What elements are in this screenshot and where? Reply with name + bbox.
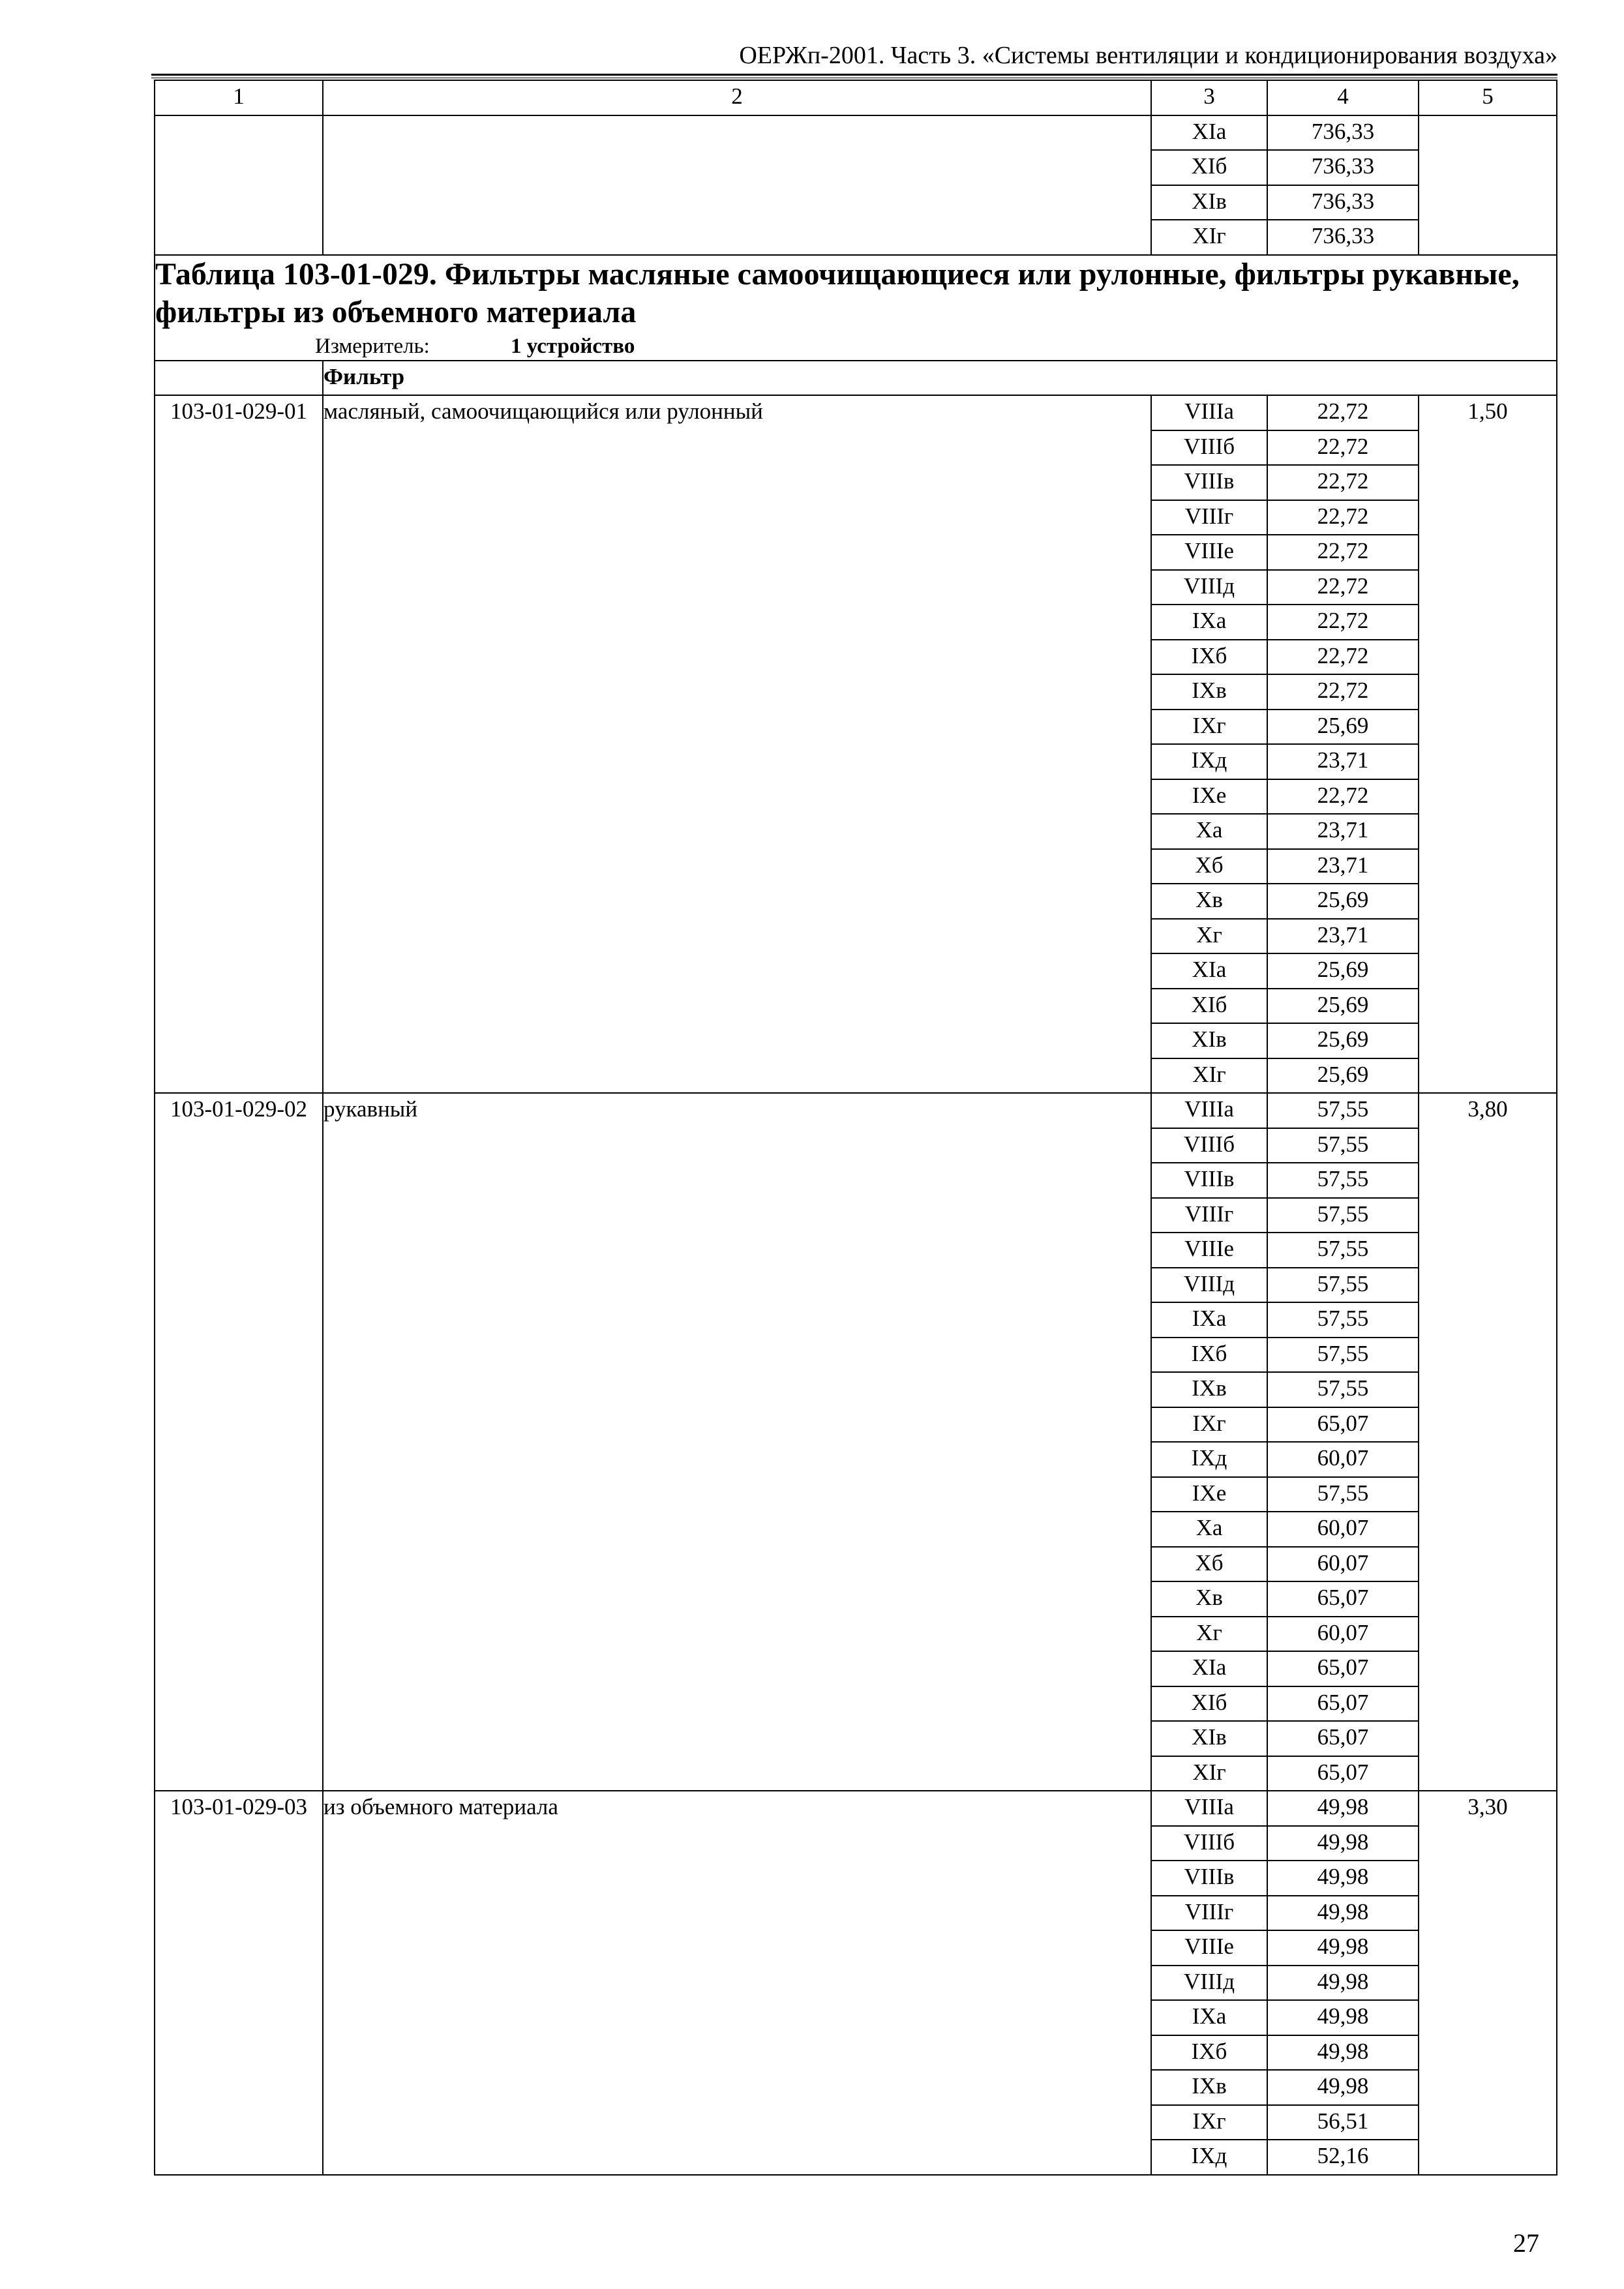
zone-cell: IXд xyxy=(1151,1442,1267,1477)
zone-cell: Xв xyxy=(1151,1581,1267,1617)
zone-cell: VIIIе xyxy=(1151,535,1267,570)
zone-cell: VIIIг xyxy=(1151,1896,1267,1931)
measure-row xyxy=(155,333,1556,360)
zone-cell: Xб xyxy=(1151,1547,1267,1582)
price-cell: 65,07 xyxy=(1267,1686,1419,1722)
table-title-row xyxy=(155,255,1557,361)
price-cell: 22,72 xyxy=(1267,674,1419,710)
price-cell: 60,07 xyxy=(1267,1512,1419,1547)
price-cell: 57,55 xyxy=(1267,1338,1419,1373)
carryover-code-cell xyxy=(155,115,323,255)
price-cell: 65,07 xyxy=(1267,1721,1419,1756)
price-cell: 57,55 xyxy=(1267,1128,1419,1163)
column-number: 1 xyxy=(155,80,323,115)
item-name: из объемного материала xyxy=(323,1791,1151,2175)
price-cell: 22,72 xyxy=(1267,605,1419,640)
price-cell: 57,55 xyxy=(1267,1093,1419,1128)
price-cell: 25,69 xyxy=(1267,989,1419,1024)
price-table-body xyxy=(155,80,1557,2175)
price-cell: 22,72 xyxy=(1267,395,1419,430)
zone-cell: IXб xyxy=(1151,640,1267,675)
page-number: 27 xyxy=(1513,2228,1539,2258)
zone-cell: VIIIд xyxy=(1151,1268,1267,1303)
column-number: 5 xyxy=(1419,80,1557,115)
price-cell: 56,51 xyxy=(1267,2105,1419,2140)
zone-cell: IXа xyxy=(1151,605,1267,640)
table-title: Таблица 103-01-029. Фильтры масляные самоочищающиеся или рулонные, фильтры рукавные, фильтры из объемного материала xyxy=(155,256,1520,329)
price-cell: 60,07 xyxy=(1267,1617,1419,1652)
price-cell: 22,72 xyxy=(1267,535,1419,570)
price-cell: 65,07 xyxy=(1267,1581,1419,1617)
zone-cell: VIIIг xyxy=(1151,1198,1267,1233)
item-name: масляный, самоочищающийся или рулонный xyxy=(323,395,1151,1093)
zone-cell: VIIIб xyxy=(1151,1826,1267,1861)
measure-value: 1 устройство xyxy=(511,334,635,358)
section-empty-cell xyxy=(155,361,323,396)
zone-cell: VIIIг xyxy=(1151,500,1267,535)
price-cell: 57,55 xyxy=(1267,1477,1419,1512)
zone-cell: XIб xyxy=(1151,989,1267,1024)
zone-cell: VIIIд xyxy=(1151,570,1267,605)
zone-cell: VIIIе xyxy=(1151,1930,1267,1966)
carryover-name-cell xyxy=(323,115,1151,255)
price-cell: 49,98 xyxy=(1267,2070,1419,2105)
price-cell: 736,33 xyxy=(1267,150,1419,185)
price-cell: 22,72 xyxy=(1267,640,1419,675)
price-cell: 23,71 xyxy=(1267,849,1419,884)
zone-cell: IXа xyxy=(1151,2000,1267,2035)
price-cell: 736,33 xyxy=(1267,185,1419,220)
item-norm: 1,50 xyxy=(1419,395,1557,1093)
price-cell: 57,55 xyxy=(1267,1302,1419,1338)
zone-cell: IXд xyxy=(1151,2140,1267,2175)
section-row xyxy=(155,361,1557,396)
zone-cell: IXе xyxy=(1151,779,1267,815)
zone-cell: VIIIб xyxy=(1151,430,1267,466)
table-row xyxy=(155,115,1557,151)
zone-cell: Xа xyxy=(1151,1512,1267,1547)
zone-cell: XIг xyxy=(1151,220,1267,255)
zone-cell: IXг xyxy=(1151,1407,1267,1443)
price-cell: 49,98 xyxy=(1267,2035,1419,2071)
table-row xyxy=(155,1791,1557,1826)
zone-cell: Xг xyxy=(1151,919,1267,954)
zone-cell: VIIIа xyxy=(1151,395,1267,430)
zone-cell: XIб xyxy=(1151,1686,1267,1722)
price-cell: 49,98 xyxy=(1267,1930,1419,1966)
zone-cell: IXв xyxy=(1151,1372,1267,1407)
price-cell: 22,72 xyxy=(1267,779,1419,815)
zone-cell: VIIIе xyxy=(1151,1233,1267,1268)
zone-cell: Xв xyxy=(1151,884,1267,919)
price-cell: 49,98 xyxy=(1267,1966,1419,2001)
zone-cell: IXб xyxy=(1151,2035,1267,2071)
price-cell: 49,98 xyxy=(1267,1791,1419,1826)
column-number: 2 xyxy=(323,80,1151,115)
zone-cell: IXб xyxy=(1151,1338,1267,1373)
header-rule xyxy=(151,74,1557,78)
running-header: ОЕРЖп-2001. Часть 3. «Системы вентиляции и кондиционирования воздуха» xyxy=(739,42,1557,69)
table-row xyxy=(155,395,1557,430)
price-cell: 25,69 xyxy=(1267,1058,1419,1094)
zone-cell: XIг xyxy=(1151,1058,1267,1094)
price-cell: 60,07 xyxy=(1267,1547,1419,1582)
price-cell: 22,72 xyxy=(1267,430,1419,466)
price-cell: 736,33 xyxy=(1267,220,1419,255)
price-cell: 736,33 xyxy=(1267,115,1419,151)
price-cell: 25,69 xyxy=(1267,884,1419,919)
price-cell: 52,16 xyxy=(1267,2140,1419,2175)
item-name: рукавный xyxy=(323,1093,1151,1791)
carryover-norm-cell xyxy=(1419,115,1557,255)
zone-cell: IXв xyxy=(1151,674,1267,710)
zone-cell: VIIIв xyxy=(1151,465,1267,500)
price-cell: 57,55 xyxy=(1267,1372,1419,1407)
zone-cell: Xб xyxy=(1151,849,1267,884)
measure-label: Измеритель: xyxy=(315,334,430,358)
table-row xyxy=(155,1093,1557,1128)
price-cell: 65,07 xyxy=(1267,1756,1419,1791)
price-cell: 49,98 xyxy=(1267,1896,1419,1931)
zone-cell: IXе xyxy=(1151,1477,1267,1512)
price-cell: 57,55 xyxy=(1267,1163,1419,1198)
price-cell: 22,72 xyxy=(1267,500,1419,535)
price-cell: 65,07 xyxy=(1267,1407,1419,1443)
price-cell: 57,55 xyxy=(1267,1198,1419,1233)
item-norm: 3,80 xyxy=(1419,1093,1557,1791)
zone-cell: VIIIб xyxy=(1151,1128,1267,1163)
item-code: 103-01-029-03 xyxy=(155,1791,323,2175)
zone-cell: VIIIв xyxy=(1151,1163,1267,1198)
price-table xyxy=(154,80,1557,2176)
item-norm: 3,30 xyxy=(1419,1791,1557,2175)
price-cell: 49,98 xyxy=(1267,1826,1419,1861)
column-number: 3 xyxy=(1151,80,1267,115)
zone-cell: VIIIа xyxy=(1151,1791,1267,1826)
price-cell: 60,07 xyxy=(1267,1442,1419,1477)
zone-cell: Xг xyxy=(1151,1617,1267,1652)
zone-cell: XIв xyxy=(1151,1721,1267,1756)
zone-cell: IXа xyxy=(1151,1302,1267,1338)
zone-cell: VIIIд xyxy=(1151,1966,1267,2001)
price-cell: 25,69 xyxy=(1267,1023,1419,1058)
price-cell: 25,69 xyxy=(1267,953,1419,989)
price-cell: 65,07 xyxy=(1267,1651,1419,1686)
zone-cell: IXв xyxy=(1151,2070,1267,2105)
zone-cell: Xа xyxy=(1151,814,1267,849)
price-cell: 25,69 xyxy=(1267,710,1419,745)
price-cell: 57,55 xyxy=(1267,1233,1419,1268)
zone-cell: IXд xyxy=(1151,744,1267,779)
zone-cell: XIа xyxy=(1151,115,1267,151)
zone-cell: XIв xyxy=(1151,185,1267,220)
price-cell: 23,71 xyxy=(1267,814,1419,849)
price-cell: 22,72 xyxy=(1267,465,1419,500)
zone-cell: XIв xyxy=(1151,1023,1267,1058)
zone-cell: XIа xyxy=(1151,953,1267,989)
zone-cell: VIIIв xyxy=(1151,1861,1267,1896)
section-name: Фильтр xyxy=(323,361,1557,396)
price-cell: 23,71 xyxy=(1267,919,1419,954)
table-title-cell xyxy=(155,255,1557,361)
zone-cell: VIIIа xyxy=(1151,1093,1267,1128)
column-number-row xyxy=(155,80,1557,115)
price-cell: 49,98 xyxy=(1267,2000,1419,2035)
zone-cell: XIг xyxy=(1151,1756,1267,1791)
zone-cell: XIб xyxy=(1151,150,1267,185)
item-code: 103-01-029-02 xyxy=(155,1093,323,1791)
price-cell: 49,98 xyxy=(1267,1861,1419,1896)
zone-cell: IXг xyxy=(1151,2105,1267,2140)
zone-cell: IXг xyxy=(1151,710,1267,745)
item-code: 103-01-029-01 xyxy=(155,395,323,1093)
column-number: 4 xyxy=(1267,80,1419,115)
zone-cell: XIа xyxy=(1151,1651,1267,1686)
price-cell: 23,71 xyxy=(1267,744,1419,779)
price-cell: 22,72 xyxy=(1267,570,1419,605)
price-cell: 57,55 xyxy=(1267,1268,1419,1303)
